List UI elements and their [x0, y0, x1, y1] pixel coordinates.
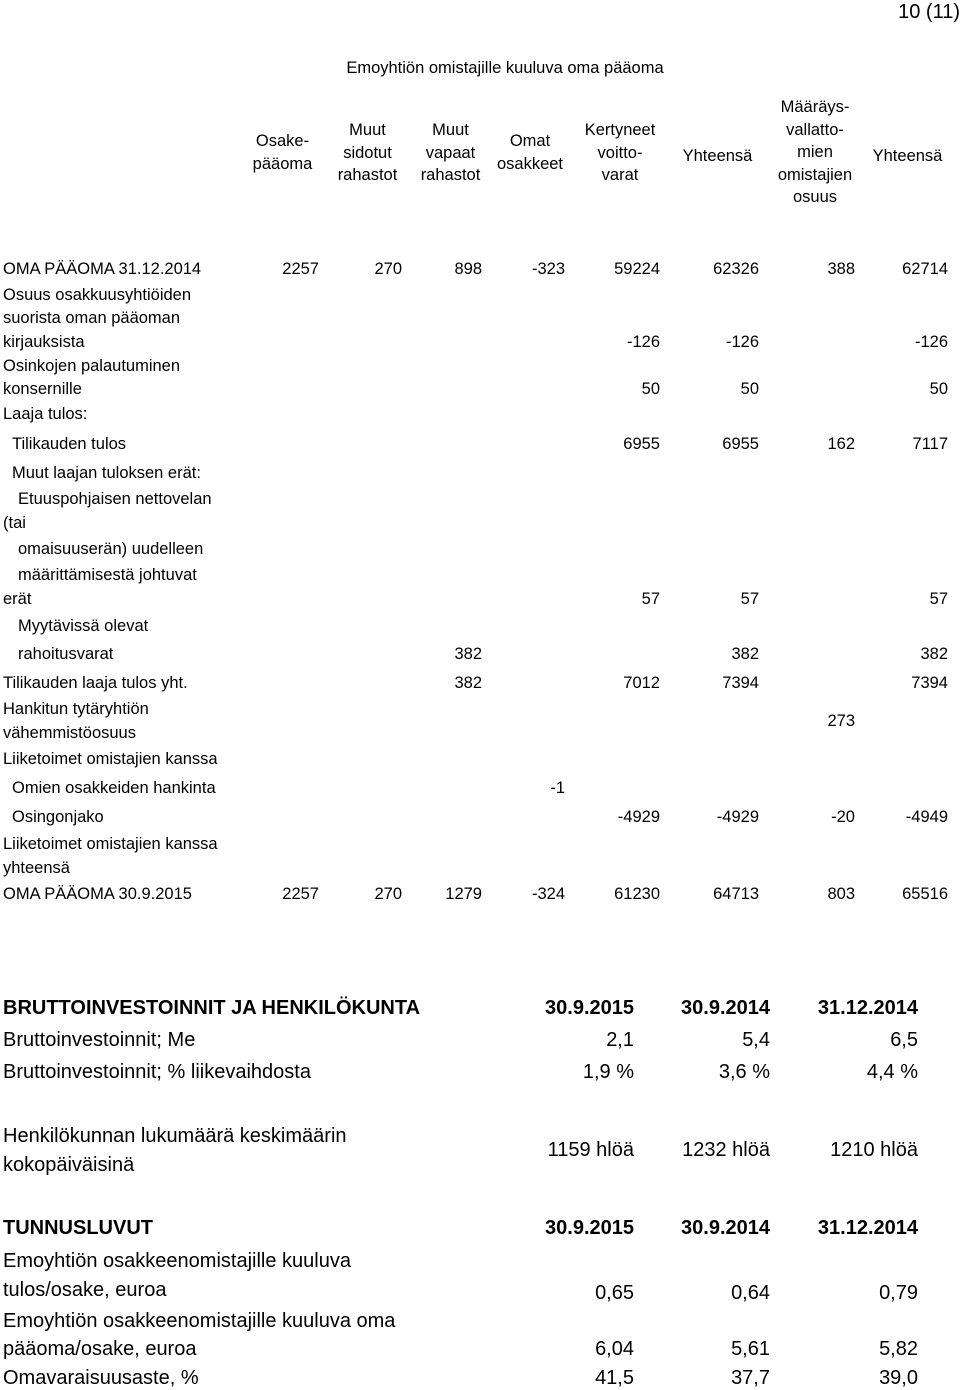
cell: 162 [827, 435, 855, 453]
cell: 50 [929, 380, 948, 398]
cell: 5,82 [879, 1338, 918, 1360]
row-label: (tai [3, 514, 26, 532]
cell: 64713 [713, 885, 759, 903]
cell: -323 [531, 260, 565, 278]
cell: 1,9 % [582, 1061, 634, 1083]
col-header-kertyneet: Kertyneet voitto- varat [584, 121, 656, 184]
cell: 5,4 [742, 1029, 770, 1051]
row-label: erät [3, 590, 32, 608]
cell: 37,7 [731, 1367, 770, 1389]
cell: -4949 [905, 808, 948, 826]
row-label: rahoitusvarat [18, 645, 114, 663]
cell: 803 [827, 885, 855, 903]
row-label: Bruttoinvestoinnit; Me [3, 1029, 196, 1051]
period-header: 31.12.2014 [817, 1217, 918, 1239]
col-header-yhteensa-2: Yhteensä [872, 147, 943, 165]
row-label: Tilikauden tulos [12, 435, 127, 453]
cell: 57 [641, 590, 660, 608]
cell: 7117 [912, 435, 948, 453]
cell: 382 [454, 674, 482, 692]
cell: 898 [454, 260, 482, 278]
cell: 1210 hlöä [830, 1139, 918, 1161]
cell: 5,61 [731, 1338, 770, 1360]
row-label: Liiketoimet omistajien kanssa [3, 835, 218, 853]
cell: 57 [929, 590, 948, 608]
page-number: 10 (11) [898, 1, 960, 23]
cell: 3,6 % [718, 1061, 770, 1083]
cell: 59224 [614, 260, 660, 278]
cell: 273 [827, 712, 855, 730]
cell: 2257 [282, 260, 319, 278]
col-header-muut-sidotut: Muut sidotut rahastot [337, 121, 398, 184]
row-label: kokopäiväisinä [3, 1154, 135, 1176]
row-label: omaisuuserän) uudelleen [18, 540, 204, 558]
cell: 0,65 [595, 1282, 634, 1304]
cell: 388 [827, 260, 855, 278]
cell: 7394 [722, 674, 759, 692]
cell: 2,1 [606, 1029, 634, 1051]
cell: -4929 [716, 808, 759, 826]
cell: 1159 hlöä [547, 1139, 634, 1161]
cell: 39,0 [879, 1367, 918, 1389]
period-header: 30.9.2015 [545, 997, 634, 1019]
col-header-maaraysvallattomien: Määräys- vallatto- mien omistajien osuus [777, 98, 853, 206]
row-label: Hankitun tytäryhtiön [3, 700, 149, 718]
cell: 382 [731, 645, 759, 663]
col-header-yhteensa-1: Yhteensä [682, 147, 753, 165]
period-header: 30.9.2015 [545, 1217, 634, 1239]
cell: 7012 [623, 674, 660, 692]
cell: 382 [920, 645, 948, 663]
cell: -126 [626, 333, 660, 351]
row-label: kirjauksista [3, 333, 85, 351]
cell: -126 [914, 333, 948, 351]
cell: 4,4 % [866, 1061, 918, 1083]
section-title: BRUTTOINVESTOINNIT JA HENKILÖKUNTA [3, 997, 421, 1019]
cell: 2257 [282, 885, 319, 903]
cell: 65516 [902, 885, 948, 903]
row-label: Tilikauden laaja tulos yht. [3, 674, 188, 692]
row-label: OMA PÄÄOMA 31.12.2014 [3, 260, 202, 278]
row-label: pääoma/osake, euroa [3, 1338, 197, 1360]
cell: 62326 [713, 260, 759, 278]
cell: 62714 [902, 260, 948, 278]
cell: 6955 [623, 435, 660, 453]
period-header: 30.9.2014 [681, 1217, 770, 1239]
col-header-osakepaaoma: Osake- pääoma [252, 132, 313, 173]
row-label: konsernille [3, 380, 82, 398]
row-label: tulos/osake, euroa [3, 1279, 167, 1301]
period-header: 30.9.2014 [681, 997, 770, 1019]
row-label: OMA PÄÄOMA 30.9.2015 [3, 885, 192, 903]
row-label: Osuus osakkuusyhtiöiden [3, 286, 192, 304]
col-header-muut-vapaat: Muut vapaat rahastot [420, 121, 481, 184]
row-label: Liiketoimet omistajien kanssa [3, 750, 218, 768]
row-label: Osingonjako [12, 808, 104, 826]
row-label: yhteensä [3, 859, 70, 877]
col-header-omat-osakkeet: Omat osakkeet [496, 132, 564, 173]
row-label: Omien osakkeiden hankinta [12, 779, 216, 797]
cell: 50 [740, 380, 759, 398]
cell: -4929 [617, 808, 660, 826]
cell: 1232 hlöä [682, 1139, 770, 1161]
cell: 382 [454, 645, 482, 663]
row-label: Myytävissä olevat [18, 617, 149, 635]
row-label: Laaja tulos: [3, 405, 88, 423]
row-label: suorista oman pääoman [3, 309, 181, 327]
row-label: Emoyhtiön osakkeenomistajille kuuluva oma [3, 1310, 396, 1332]
row-label: Bruttoinvestoinnit; % liikevaihdosta [3, 1061, 311, 1083]
row-label: Emoyhtiön osakkeenomistajille kuuluva [3, 1250, 351, 1272]
cell: 57 [740, 590, 759, 608]
period-header: 31.12.2014 [817, 997, 918, 1019]
cell: -126 [725, 333, 759, 351]
row-label: Henkilökunnan lukumäärä keskimäärin [3, 1125, 347, 1147]
cell: 50 [641, 380, 660, 398]
row-label: vähemmistöosuus [3, 724, 136, 742]
cell: 270 [374, 885, 402, 903]
cell: 61230 [614, 885, 660, 903]
cell: -1 [550, 779, 565, 797]
cell: 0,79 [879, 1282, 918, 1304]
group-header: Emoyhtiön omistajille kuuluva oma pääoma [346, 59, 664, 77]
cell: 6,04 [595, 1338, 634, 1360]
row-label: Osinkojen palautuminen [3, 357, 181, 375]
cell: -324 [531, 885, 565, 903]
cell: 6,5 [890, 1029, 918, 1051]
cell: 7394 [911, 674, 948, 692]
cell: 270 [374, 260, 402, 278]
cell: 0,64 [731, 1282, 770, 1304]
section-title: TUNNUSLUVUT [3, 1217, 153, 1239]
row-label: Muut laajan tuloksen erät: [12, 464, 201, 482]
row-label: Etuuspohjaisen nettovelan [18, 490, 212, 508]
row-label: määrittämisestä johtuvat [18, 566, 197, 584]
cell: 41,5 [595, 1367, 634, 1389]
cell: 6955 [722, 435, 759, 453]
cell: 1279 [445, 885, 482, 903]
row-label: Omavaraisuusaste, % [3, 1367, 199, 1389]
cell: -20 [831, 808, 855, 826]
